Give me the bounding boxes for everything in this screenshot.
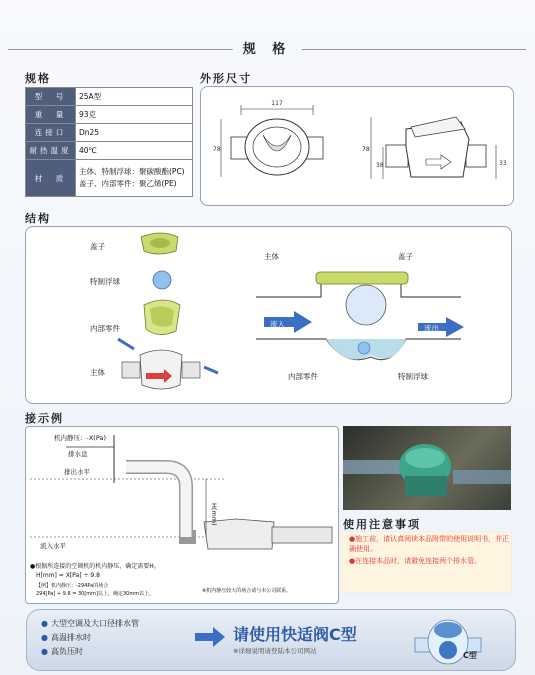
arrow-right-icon: [193, 626, 227, 648]
dimensions-panel: [200, 86, 514, 206]
spec-value: Dn25: [76, 124, 193, 142]
section-label-body: 主体: [264, 252, 279, 261]
installation-photo: [343, 426, 511, 510]
section-label-float: 特制浮球: [398, 372, 428, 381]
pressure-note: ※机内静压较大的场合请与本公司联系。: [202, 588, 292, 594]
spec-value: 25A型: [76, 88, 193, 106]
spec-table: [25, 87, 193, 197]
connection-panel: [25, 426, 339, 604]
float-ball-illustration: [153, 271, 171, 289]
spec-key: 连接口: [26, 124, 76, 142]
pressure-label: 机内静压：-X(Pa): [54, 434, 106, 442]
body-flow-arrow: [204, 367, 218, 373]
cta-subtext: ※详细说明请登陆本公司网站: [233, 647, 317, 655]
condition-list: [41, 617, 139, 659]
part-label-body: 主体: [90, 368, 105, 377]
inner-part-illustration: [144, 300, 180, 335]
dim-inner-b-label: 33: [499, 160, 507, 167]
spec-value: 主体、特制浮球：聚碳酸酯(PC) 盖子、内部零件：聚乙烯(PE): [76, 160, 193, 197]
formula: H[mm] = X[Pa] ÷ 9.8: [36, 572, 100, 579]
table-row: [26, 124, 193, 142]
example-line-2: 294[Pa] ÷ 9.8 = 30[mm]以上，确定30mm以上。: [36, 591, 155, 597]
inflow-label: 流入: [270, 320, 285, 329]
part-label-inner: 内部零件: [90, 324, 120, 333]
dim-width-label: 117: [271, 100, 283, 107]
cross-section-drawing: [256, 272, 464, 360]
list-item: [41, 631, 139, 645]
spec-key: 耐热温度: [26, 142, 76, 160]
structure-panel: [25, 226, 512, 404]
body-inflow-arrow: [118, 339, 134, 349]
bullet-icon: ●: [41, 647, 48, 656]
spec-key: 型 号: [26, 88, 76, 106]
list-item: [41, 617, 139, 631]
list-item: [41, 645, 139, 659]
dim-height-left-label: 78: [213, 146, 221, 153]
section-title-structure: 结构: [25, 212, 51, 225]
precaution-item: ●在连接本品时，请避免连接两个排水管。: [349, 557, 482, 565]
cap-part-illustration: [141, 233, 178, 254]
table-row: [26, 160, 193, 197]
bullet-icon: ●: [41, 633, 48, 642]
h-label: H(mm): [210, 503, 218, 526]
cta-text: 请使用快适阀C型: [233, 625, 357, 644]
precautions-box: [340, 531, 512, 593]
page-title-bar: [8, 37, 526, 61]
dimension-drawings: [201, 87, 513, 205]
example-line-1: 【例】机内静压：-294Pa的场合: [36, 583, 109, 589]
section-label-cap: 盖子: [398, 252, 413, 261]
spec-key: 材 质: [26, 160, 76, 197]
table-row: [26, 106, 193, 124]
precaution-item: ●施工前，请认真阅读本品附带的使用说明书，并正确使用。: [349, 535, 510, 553]
dim-inner-a-label: 38: [376, 162, 384, 169]
bullet-icon: ●: [41, 619, 48, 628]
inflow-level-label: 流入水平: [40, 542, 66, 550]
part-label-cap: 盖子: [90, 242, 105, 251]
list-item-label: 高温排水时: [50, 633, 91, 642]
table-row: [26, 142, 193, 160]
spec-key: 重 量: [26, 106, 76, 124]
section-title-specs: 规格: [25, 72, 51, 85]
outflow-label: 流出: [424, 324, 439, 333]
list-item-label: 高负压时: [50, 647, 83, 656]
bottom-banner: [26, 609, 516, 671]
section-title-precautions: 使用注意事项: [343, 518, 421, 531]
section-title-dimensions: 外形尺寸: [200, 72, 252, 85]
section-title-connection: 接示例: [25, 412, 64, 425]
section-label-inner: 内部零件: [288, 372, 318, 381]
side-view-drawing: [371, 117, 496, 179]
drain-pan-label: 排水盘: [68, 450, 88, 458]
outlet-pipe: [272, 527, 332, 543]
top-view-drawing: [221, 105, 323, 177]
drain-level-label: 排出水平: [64, 468, 90, 476]
product-label: C型: [463, 651, 477, 660]
connection-diagram: [26, 427, 338, 567]
table-row: [26, 88, 193, 106]
body-part-illustration: [122, 350, 200, 389]
connection-note: ●根据所连接的空调机的机内静压，确定需要H。: [30, 563, 160, 570]
dim-height-right-label: 78: [362, 146, 370, 153]
part-label-float: 特制浮球: [90, 277, 120, 286]
page-title: 规 格: [233, 38, 302, 57]
list-item-label: 大型空调及大口径排水管: [50, 619, 139, 628]
spec-value: 93克: [76, 106, 193, 124]
spec-value: 40℃: [76, 142, 193, 160]
